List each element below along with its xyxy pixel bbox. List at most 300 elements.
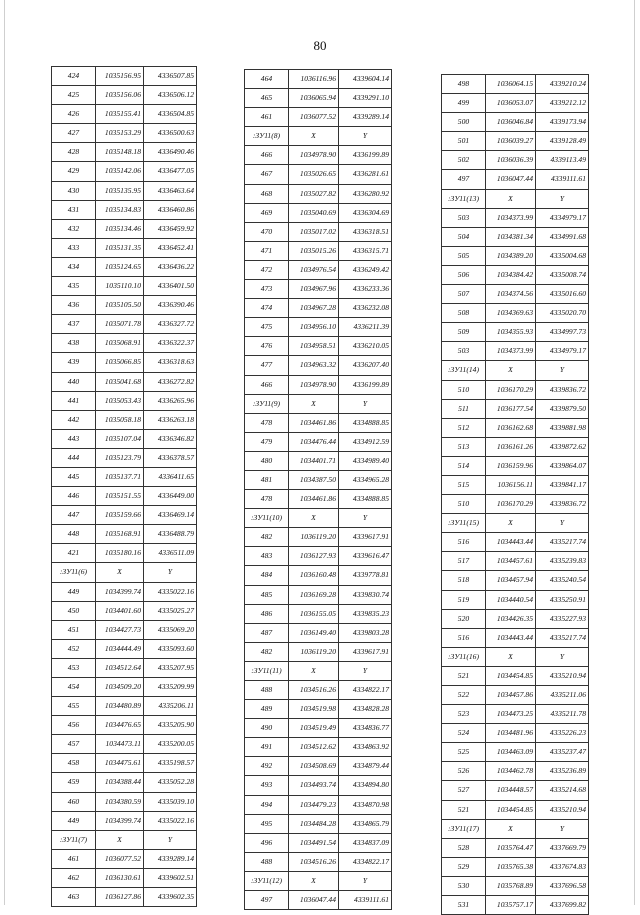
- y-coordinate: 4335210.94: [536, 666, 589, 685]
- y-column-header: Y: [144, 563, 197, 582]
- point-row: [52, 506, 197, 525]
- x-coordinate: 1034512.62: [289, 738, 339, 757]
- point-row: [442, 227, 589, 246]
- x-coordinate: 1035764.47: [486, 838, 536, 857]
- point-number: 440: [52, 372, 96, 391]
- point-row: [442, 896, 589, 915]
- x-coordinate: 1034978.90: [289, 146, 339, 165]
- point-row: [442, 399, 589, 418]
- y-coordinate: 4335227.93: [536, 609, 589, 628]
- x-coordinate: 1034473.25: [486, 705, 536, 724]
- x-coordinate: 1035058.18: [96, 410, 144, 429]
- x-coordinate: 1034440.54: [486, 590, 536, 609]
- point-number: 531: [442, 896, 486, 915]
- point-number: 508: [442, 304, 486, 323]
- point-row: [52, 410, 197, 429]
- y-coordinate: 4339841.17: [536, 475, 589, 494]
- point-number: 511: [442, 399, 486, 418]
- point-number: 491: [245, 738, 289, 757]
- y-coordinate: 4336211.39: [339, 318, 392, 337]
- x-coordinate: 1034976.54: [289, 260, 339, 279]
- x-coordinate: 1035015.26: [289, 241, 339, 260]
- x-coordinate: 1034399.74: [96, 811, 144, 830]
- x-coordinate: 1035134.83: [96, 200, 144, 219]
- x-column-header: X: [486, 647, 536, 666]
- y-coordinate: 4336507.85: [144, 67, 197, 86]
- y-coordinate: 4336304.69: [339, 203, 392, 222]
- point-number: 447: [52, 506, 96, 525]
- point-row: [52, 735, 197, 754]
- y-coordinate: 4336506.12: [144, 86, 197, 105]
- x-coordinate: 1034399.74: [96, 582, 144, 601]
- y-coordinate: 4339289.14: [144, 849, 197, 868]
- y-coordinate: 4339864.07: [536, 456, 589, 475]
- x-coordinate: 1034473.11: [96, 735, 144, 754]
- x-coordinate: 1035151.55: [96, 487, 144, 506]
- point-row: [442, 304, 589, 323]
- x-coordinate: 1035168.91: [96, 525, 144, 544]
- x-coordinate: 1034384.42: [486, 265, 536, 284]
- point-number: 457: [52, 735, 96, 754]
- point-row: [52, 296, 197, 315]
- point-row: [442, 800, 589, 819]
- y-coordinate: 4339111.61: [339, 891, 392, 910]
- coordinates-table-1: [51, 66, 197, 907]
- y-coordinate: 4336401.50: [144, 277, 197, 296]
- point-number: 444: [52, 448, 96, 467]
- x-coordinate: 1035155.41: [96, 105, 144, 124]
- x-coordinate: 1034519.49: [289, 719, 339, 738]
- parcel-header-row: [245, 509, 392, 528]
- point-row: [52, 315, 197, 334]
- y-coordinate: 4336378.57: [144, 448, 197, 467]
- y-coordinate: 4335210.94: [536, 800, 589, 819]
- point-row: [245, 146, 392, 165]
- point-number: 449: [52, 811, 96, 830]
- x-coordinate: 1035159.66: [96, 506, 144, 525]
- y-column-header: Y: [339, 127, 392, 146]
- x-coordinate: 1034967.96: [289, 280, 339, 299]
- point-number: 426: [52, 105, 96, 124]
- y-coordinate: 4335217.74: [536, 628, 589, 647]
- y-coordinate: 4334991.68: [536, 227, 589, 246]
- point-row: [52, 849, 197, 868]
- x-coordinate: 1034476.44: [289, 432, 339, 451]
- point-number: 479: [245, 432, 289, 451]
- x-column-header: X: [289, 394, 339, 413]
- y-coordinate: 4339602.51: [144, 868, 197, 887]
- parcel-label: :ЗУ11(6): [52, 563, 96, 582]
- point-number: 427: [52, 124, 96, 143]
- point-row: [52, 811, 197, 830]
- point-number: 528: [442, 838, 486, 857]
- y-coordinate: 4336504.85: [144, 105, 197, 124]
- x-column-header: X: [96, 563, 144, 582]
- y-column-header: Y: [536, 647, 589, 666]
- x-coordinate: 1034516.26: [289, 681, 339, 700]
- point-number: 421: [52, 544, 96, 563]
- point-number: 482: [245, 528, 289, 547]
- point-row: [52, 716, 197, 735]
- point-row: [245, 70, 392, 89]
- y-coordinate: 4335236.89: [536, 762, 589, 781]
- point-number: 486: [245, 604, 289, 623]
- point-number: 463: [52, 888, 96, 907]
- point-number: 464: [245, 70, 289, 89]
- point-row: [442, 75, 589, 94]
- point-number: 520: [442, 609, 486, 628]
- parcel-label: :ЗУ11(11): [245, 661, 289, 680]
- parcel-label: :ЗУ11(15): [442, 514, 486, 533]
- y-coordinate: 4334894.80: [339, 776, 392, 795]
- point-number: 488: [245, 852, 289, 871]
- point-number: 469: [245, 203, 289, 222]
- point-number: 512: [442, 418, 486, 437]
- point-number: 490: [245, 719, 289, 738]
- y-coordinate: 4336327.72: [144, 315, 197, 334]
- point-number: 459: [52, 773, 96, 792]
- x-coordinate: 1034426.35: [486, 609, 536, 628]
- y-coordinate: 4336411.65: [144, 467, 197, 486]
- point-row: [52, 105, 197, 124]
- point-number: 430: [52, 181, 96, 200]
- x-coordinate: 1036160.48: [289, 566, 339, 585]
- parcel-label: :ЗУ11(17): [442, 819, 486, 838]
- y-coordinate: 4335069.20: [144, 620, 197, 639]
- x-coordinate: 1035148.18: [96, 143, 144, 162]
- point-row: [52, 67, 197, 86]
- point-row: [52, 353, 197, 372]
- x-coordinate: 1034401.71: [289, 451, 339, 470]
- point-number: 455: [52, 697, 96, 716]
- y-coordinate: 4334888.85: [339, 413, 392, 432]
- x-coordinate: 1035768.89: [486, 876, 536, 895]
- point-row: [442, 170, 589, 189]
- point-row: [245, 700, 392, 719]
- point-row: [52, 620, 197, 639]
- point-row: [245, 260, 392, 279]
- parcel-header-row: [245, 127, 392, 146]
- y-coordinate: 4336233.36: [339, 280, 392, 299]
- point-row: [245, 585, 392, 604]
- x-coordinate: 1035017.02: [289, 222, 339, 241]
- x-column-header: X: [486, 819, 536, 838]
- y-coordinate: 4334888.85: [339, 490, 392, 509]
- x-coordinate: 1034401.60: [96, 601, 144, 620]
- y-coordinate: 4335207.95: [144, 658, 197, 677]
- x-coordinate: 1034519.98: [289, 700, 339, 719]
- point-row: [52, 372, 197, 391]
- point-number: 487: [245, 623, 289, 642]
- point-number: 521: [442, 666, 486, 685]
- point-row: [245, 757, 392, 776]
- point-number: 438: [52, 334, 96, 353]
- x-coordinate: 1034963.32: [289, 356, 339, 375]
- y-coordinate: 4335093.60: [144, 639, 197, 658]
- point-row: [442, 628, 589, 647]
- point-number: 446: [52, 487, 96, 506]
- point-number: 506: [442, 265, 486, 284]
- point-row: [245, 184, 392, 203]
- point-row: [245, 833, 392, 852]
- point-number: 461: [52, 849, 96, 868]
- y-coordinate: 4336436.22: [144, 257, 197, 276]
- x-coordinate: 1036046.84: [486, 113, 536, 132]
- point-row: [442, 609, 589, 628]
- y-coordinate: 4336199.89: [339, 146, 392, 165]
- y-coordinate: 4335004.68: [536, 246, 589, 265]
- parcel-label: :ЗУ11(14): [442, 361, 486, 380]
- point-number: 425: [52, 86, 96, 105]
- y-coordinate: 4339602.35: [144, 888, 197, 907]
- y-coordinate: 4339835.23: [339, 604, 392, 623]
- point-row: [52, 162, 197, 181]
- y-coordinate: 4336460.86: [144, 200, 197, 219]
- y-coordinate: 4336490.46: [144, 143, 197, 162]
- point-number: 515: [442, 475, 486, 494]
- point-number: 477: [245, 356, 289, 375]
- x-coordinate: 1035040.69: [289, 203, 339, 222]
- point-number: 507: [442, 285, 486, 304]
- x-coordinate: 1036065.94: [289, 89, 339, 108]
- point-row: [245, 413, 392, 432]
- y-coordinate: 4336315.71: [339, 241, 392, 260]
- point-number: 499: [442, 94, 486, 113]
- x-column-header: X: [486, 361, 536, 380]
- point-number: 516: [442, 628, 486, 647]
- point-number: 478: [245, 413, 289, 432]
- y-coordinate: 4334912.59: [339, 432, 392, 451]
- y-coordinate: 4335022.16: [144, 811, 197, 830]
- y-column-header: Y: [536, 361, 589, 380]
- point-number: 433: [52, 238, 96, 257]
- y-coordinate: 4335052.28: [144, 773, 197, 792]
- y-coordinate: 4334822.17: [339, 852, 392, 871]
- point-row: [442, 705, 589, 724]
- x-coordinate: 1034462.78: [486, 762, 536, 781]
- x-coordinate: 1034480.89: [96, 697, 144, 716]
- point-row: [52, 257, 197, 276]
- point-row: [245, 222, 392, 241]
- point-number: 504: [442, 227, 486, 246]
- point-number: 461: [245, 108, 289, 127]
- x-coordinate: 1035765.38: [486, 857, 536, 876]
- point-row: [52, 124, 197, 143]
- y-coordinate: 4339778.81: [339, 566, 392, 585]
- point-row: [442, 418, 589, 437]
- point-row: [52, 888, 197, 907]
- y-column-header: Y: [536, 189, 589, 208]
- point-number: 435: [52, 277, 96, 296]
- y-coordinate: 4339173.94: [536, 113, 589, 132]
- point-row: [245, 547, 392, 566]
- x-coordinate: 1036116.96: [289, 70, 339, 89]
- y-coordinate: 4336488.79: [144, 525, 197, 544]
- x-coordinate: 1035180.16: [96, 544, 144, 563]
- point-number: 505: [442, 246, 486, 265]
- point-number: 476: [245, 337, 289, 356]
- y-coordinate: 4334822.17: [339, 681, 392, 700]
- y-coordinate: 4335022.16: [144, 582, 197, 601]
- parcel-header-row: [52, 563, 197, 582]
- point-number: 529: [442, 857, 486, 876]
- y-coordinate: 4336469.14: [144, 506, 197, 525]
- x-coordinate: 1034444.49: [96, 639, 144, 658]
- point-number: 482: [245, 642, 289, 661]
- point-number: 448: [52, 525, 96, 544]
- parcel-label: :ЗУ11(7): [52, 830, 96, 849]
- point-number: 460: [52, 792, 96, 811]
- point-number: 522: [442, 686, 486, 705]
- y-coordinate: 4339836.72: [536, 495, 589, 514]
- y-coordinate: 4336449.00: [144, 487, 197, 506]
- point-row: [442, 876, 589, 895]
- point-row: [245, 891, 392, 910]
- x-coordinate: 1034369.63: [486, 304, 536, 323]
- x-coordinate: 1035110.10: [96, 277, 144, 296]
- point-number: 443: [52, 429, 96, 448]
- x-column-header: X: [486, 514, 536, 533]
- x-coordinate: 1034484.28: [289, 814, 339, 833]
- point-row: [442, 590, 589, 609]
- point-number: 462: [52, 868, 96, 887]
- y-coordinate: 4335020.70: [536, 304, 589, 323]
- parcel-header-row: [442, 361, 589, 380]
- y-coordinate: 4334836.77: [339, 719, 392, 738]
- y-coordinate: 4335239.83: [536, 552, 589, 571]
- point-number: 470: [245, 222, 289, 241]
- y-coordinate: 4336390.46: [144, 296, 197, 315]
- parcel-header-row: [245, 394, 392, 413]
- coordinates-table-3: [441, 74, 589, 915]
- x-coordinate: 1035153.29: [96, 124, 144, 143]
- y-coordinate: 4336477.05: [144, 162, 197, 181]
- y-coordinate: 4336463.64: [144, 181, 197, 200]
- point-number: 456: [52, 716, 96, 735]
- point-number: 436: [52, 296, 96, 315]
- parcel-header-row: [245, 871, 392, 890]
- y-coordinate: 4334837.09: [339, 833, 392, 852]
- x-coordinate: 1036169.28: [289, 585, 339, 604]
- parcel-header-row: [442, 647, 589, 666]
- x-coordinate: 1036127.93: [289, 547, 339, 566]
- point-row: [442, 151, 589, 170]
- point-row: [245, 852, 392, 871]
- x-coordinate: 1035156.06: [96, 86, 144, 105]
- x-coordinate: 1034373.99: [486, 342, 536, 361]
- parcel-label: :ЗУ11(8): [245, 127, 289, 146]
- point-row: [52, 773, 197, 792]
- parcel-header-row: [442, 189, 589, 208]
- x-coordinate: 1034457.61: [486, 552, 536, 571]
- point-row: [245, 528, 392, 547]
- x-coordinate: 1035137.71: [96, 467, 144, 486]
- point-number: 483: [245, 547, 289, 566]
- y-coordinate: 4336263.18: [144, 410, 197, 429]
- point-number: 480: [245, 451, 289, 470]
- x-coordinate: 1034387.50: [289, 470, 339, 489]
- point-row: [52, 792, 197, 811]
- y-coordinate: 4339803.28: [339, 623, 392, 642]
- x-coordinate: 1036170.29: [486, 495, 536, 514]
- parcel-label: :ЗУ11(13): [442, 189, 486, 208]
- point-number: 488: [245, 681, 289, 700]
- point-number: 472: [245, 260, 289, 279]
- point-number: 445: [52, 467, 96, 486]
- y-coordinate: 4336199.89: [339, 375, 392, 394]
- y-coordinate: 4337674.83: [536, 857, 589, 876]
- y-coordinate: 4336322.37: [144, 334, 197, 353]
- point-row: [52, 639, 197, 658]
- x-coordinate: 1035757.17: [486, 896, 536, 915]
- point-row: [442, 743, 589, 762]
- x-coordinate: 1034373.99: [486, 208, 536, 227]
- parcel-header-row: [442, 514, 589, 533]
- y-coordinate: 4334997.73: [536, 323, 589, 342]
- point-row: [245, 470, 392, 489]
- point-row: [245, 203, 392, 222]
- x-coordinate: 1036053.07: [486, 94, 536, 113]
- y-coordinate: 4335240.54: [536, 571, 589, 590]
- point-number: 530: [442, 876, 486, 895]
- point-number: 500: [442, 113, 486, 132]
- x-coordinate: 1034355.93: [486, 323, 536, 342]
- x-coordinate: 1036149.40: [289, 623, 339, 642]
- point-row: [245, 432, 392, 451]
- x-coordinate: 1035124.65: [96, 257, 144, 276]
- y-coordinate: 4339111.61: [536, 170, 589, 189]
- point-number: 450: [52, 601, 96, 620]
- point-number: 526: [442, 762, 486, 781]
- y-coordinate: 4337669.79: [536, 838, 589, 857]
- point-number: 527: [442, 781, 486, 800]
- x-coordinate: 1034967.28: [289, 299, 339, 318]
- x-coordinate: 1034374.56: [486, 285, 536, 304]
- point-number: 452: [52, 639, 96, 658]
- y-coordinate: 4335016.60: [536, 285, 589, 304]
- y-coordinate: 4335211.78: [536, 705, 589, 724]
- y-coordinate: 4336459.92: [144, 219, 197, 238]
- point-number: 497: [245, 891, 289, 910]
- point-number: 492: [245, 757, 289, 776]
- y-coordinate: 4339617.91: [339, 642, 392, 661]
- x-coordinate: 1036177.54: [486, 399, 536, 418]
- point-row: [245, 814, 392, 833]
- y-coordinate: 4339879.50: [536, 399, 589, 418]
- point-row: [52, 219, 197, 238]
- x-column-header: X: [486, 189, 536, 208]
- point-row: [52, 697, 197, 716]
- y-coordinate: 4339128.49: [536, 132, 589, 151]
- y-coordinate: 4336281.61: [339, 165, 392, 184]
- point-row: [52, 277, 197, 296]
- y-column-header: Y: [144, 830, 197, 849]
- y-coordinate: 4336280.92: [339, 184, 392, 203]
- point-number: 501: [442, 132, 486, 151]
- y-coordinate: 4335206.11: [144, 697, 197, 716]
- y-coordinate: 4339616.47: [339, 547, 392, 566]
- x-coordinate: 1034476.65: [96, 716, 144, 735]
- point-number: 493: [245, 776, 289, 795]
- x-coordinate: 1035066.85: [96, 353, 144, 372]
- parcel-header-row: [245, 661, 392, 680]
- x-coordinate: 1034457.86: [486, 686, 536, 705]
- x-coordinate: 1034461.86: [289, 490, 339, 509]
- point-number: 466: [245, 375, 289, 394]
- x-column-header: X: [289, 509, 339, 528]
- point-row: [52, 467, 197, 486]
- point-number: 471: [245, 241, 289, 260]
